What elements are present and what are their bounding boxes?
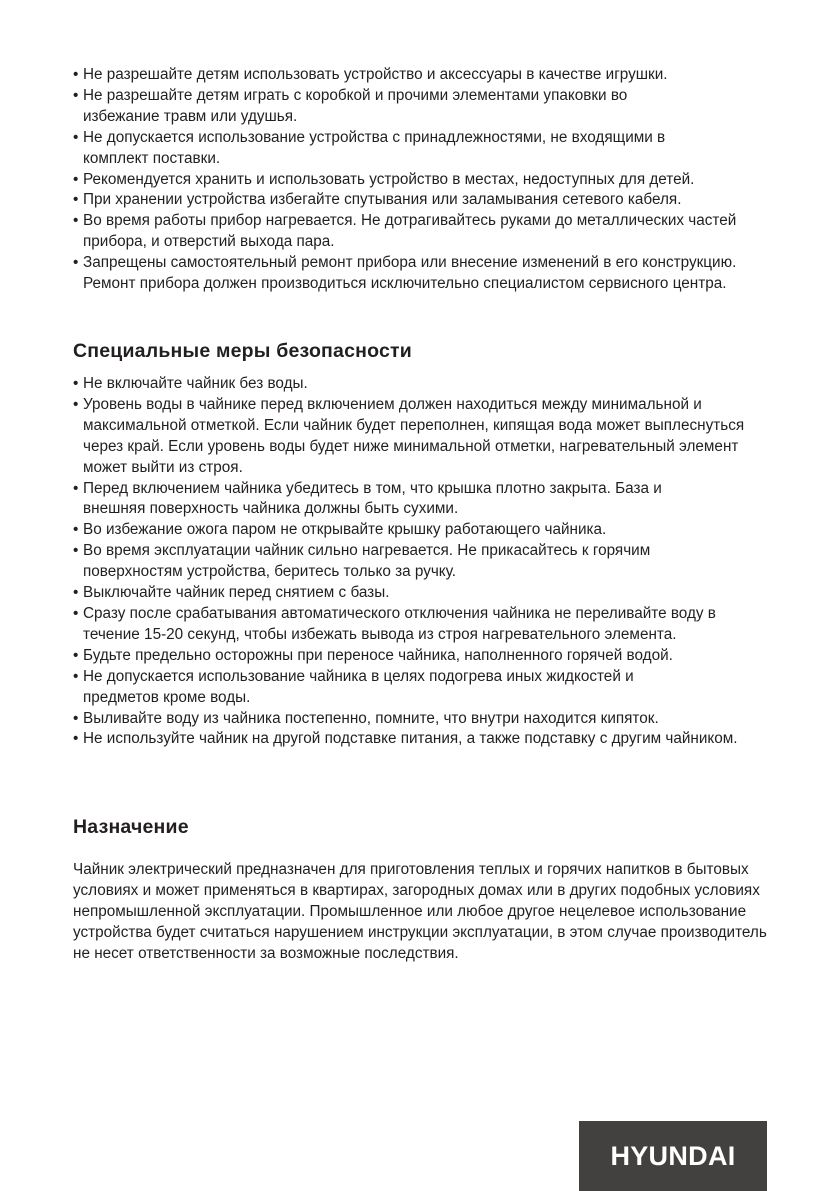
hyundai-logo bbox=[579, 1121, 767, 1191]
list-item: • Не допускается использование чайника в целях подогрева иных жидкостей и предметов кроме воды. bbox=[73, 667, 698, 709]
list-item: • Не допускается использование устройства с принадлежностями, не входящими в комплект поставки. bbox=[73, 128, 723, 170]
list-item: • Не включайте чайник без воды. bbox=[73, 374, 773, 395]
list-item: • Перед включением чайника убедитесь в том, что крышка плотно закрыта. База и внешняя поверхность чайника должны быть сухими. bbox=[73, 479, 693, 521]
list-item: • Во время эксплуатации чайник сильно нагревается. Не прикасайтесь к горячим поверхностям устройства, беритесь только за ручку. bbox=[73, 541, 733, 583]
list-item: • Уровень воды в чайнике перед включением должен находиться между минимальной и максимальной отметкой. Если чайник будет переполнен, кипящая вода может выплеснуться через край. Если уровень воды будет ниже минимальной отметки, нагревательный элемент может выйти из строя. bbox=[73, 395, 773, 479]
list-item: • При хранении устройства избегайте спутывания или заламывания сетевого кабеля. bbox=[73, 190, 773, 211]
list-item: • Не разрешайте детям играть с коробкой и прочими элементами упаковки во избежание травм или удушья. bbox=[73, 86, 683, 128]
special-safety-section bbox=[73, 374, 773, 750]
purpose-heading: Назначение bbox=[73, 816, 189, 838]
list-item: • Запрещены самостоятельный ремонт прибора или внесение изменений в его конструкцию. Ремонт прибора должен производиться исключительно специалистом сервисного центра. bbox=[73, 253, 773, 295]
list-item: • Не используйте чайник на другой подставке питания, а также подставку с другим чайником. bbox=[73, 729, 753, 750]
list-item: • Выключайте чайник перед снятием с базы. bbox=[73, 583, 773, 604]
list-item: • Во избежание ожога паром не открывайте крышку работающего чайника. bbox=[73, 520, 773, 541]
list-item: • Не разрешайте детям использовать устройство и аксессуары в качестве игрушки. bbox=[73, 65, 773, 86]
general-safety-section bbox=[73, 65, 773, 295]
list-item: • Рекомендуется хранить и использовать устройство в местах, недоступных для детей. bbox=[73, 170, 803, 191]
list-item: • Будьте предельно осторожны при переносе чайника, наполненного горячей водой. bbox=[73, 646, 803, 667]
special-safety-list bbox=[73, 374, 773, 750]
list-item: • Выливайте воду из чайника постепенно, помните, что внутри находится кипяток. bbox=[73, 709, 773, 730]
special-safety-heading: Специальные меры безопасности bbox=[73, 340, 412, 362]
general-safety-list bbox=[73, 65, 773, 295]
purpose-paragraph: Чайник электрический предназначен для приготовления теплых и горячих напитков в бытовых условиях и может применяться в квартирах, загородных домах или в других подобных условиях непромышленной эксплуатации. Промышленное или любое другое нецелевое использование устройства будет считаться нарушением инструкции эксплуатации, в этом случае производитель не несет ответственности за возможные последствия. bbox=[73, 861, 767, 962]
purpose-section bbox=[73, 860, 773, 965]
list-item: • Сразу после срабатывания автоматического отключения чайника не переливайте воду в течение 15-20 секунд, чтобы избежать вывода из строя нагревательного элемента. bbox=[73, 604, 748, 646]
brand-logo-text: HYUNDAI bbox=[610, 1140, 736, 1171]
list-item: • Во время работы прибор нагревается. Не дотрагивайтесь руками до металлических частей прибора, и отверстий выхода пара. bbox=[73, 211, 773, 253]
